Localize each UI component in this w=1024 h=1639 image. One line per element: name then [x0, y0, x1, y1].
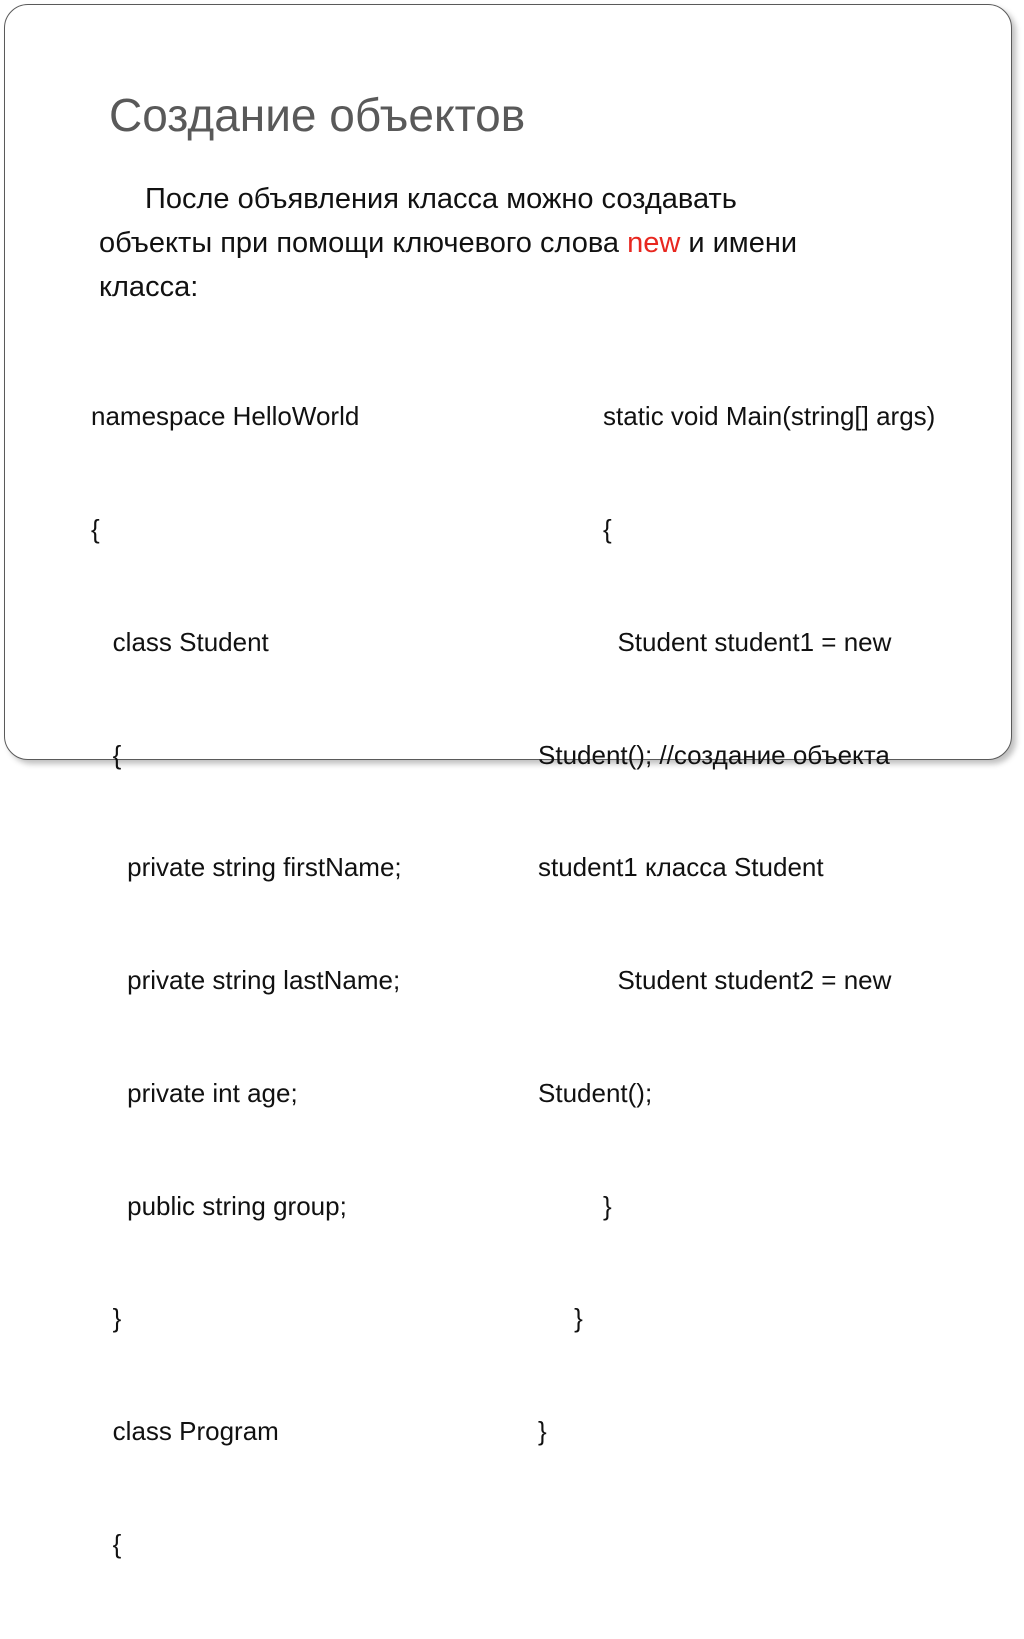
- intro-line-1: После объявления класса можно создавать: [145, 183, 737, 215]
- code-line: namespace HelloWorld: [91, 401, 360, 432]
- code-line: Student student1 = new: [538, 626, 892, 657]
- intro-line-2-end: и имени: [680, 227, 798, 259]
- code-line: {: [91, 513, 100, 544]
- keyword-new: new: [627, 227, 681, 259]
- code-line: {: [91, 739, 122, 770]
- slide: [4, 4, 1012, 1559]
- intro-paragraph: [99, 177, 999, 309]
- code-line: Student student2 = new: [538, 965, 892, 996]
- code-line: public string group;: [91, 1190, 347, 1221]
- code-block-left: [91, 323, 402, 1639]
- code-line: }: [538, 1416, 547, 1447]
- code-line: {: [538, 513, 612, 544]
- code-line: static void Main(string[] args): [538, 401, 936, 432]
- code-line: {: [91, 1529, 122, 1559]
- code-line: class Student: [91, 626, 269, 657]
- code-line: }: [538, 1303, 583, 1334]
- code-line: }: [538, 1190, 612, 1221]
- slide-title: Создание объектов: [109, 89, 526, 141]
- code-line: private string lastName;: [91, 965, 401, 996]
- code-block-right: [538, 323, 935, 1526]
- code-line: student1 класса Student: [538, 852, 824, 883]
- code-line: Student();: [538, 1077, 653, 1108]
- intro-line-3: класса:: [99, 271, 199, 303]
- intro-line-2: [99, 221, 999, 265]
- code-line: private string firstName;: [91, 852, 402, 883]
- code-line: class Program: [91, 1416, 279, 1447]
- code-line: Student(); //создание объекта: [538, 739, 890, 770]
- intro-line-2-start: объекты при помощи ключевого слова: [99, 227, 628, 259]
- code-line: private int age;: [91, 1077, 298, 1108]
- code-line: }: [91, 1303, 122, 1334]
